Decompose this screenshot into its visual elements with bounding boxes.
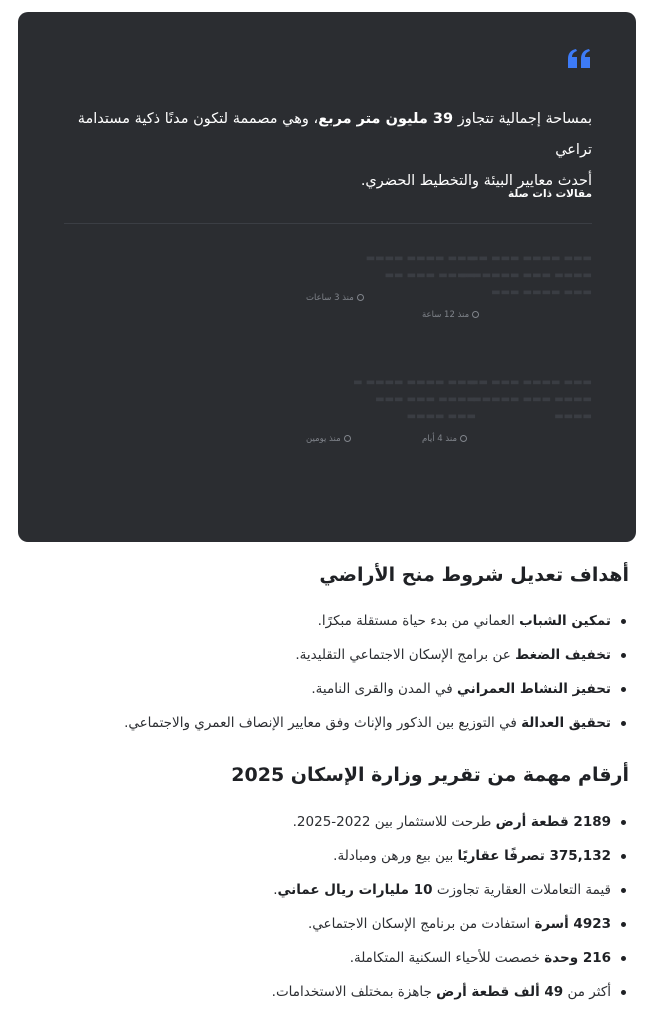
quote-text-line1: بمساحة إجمالية تتجاوز 39 مليون متر مربع، وهي مصممة لتكون مدنًا ذكية مستدامة تراعي: [77, 111, 592, 158]
list-item: 216 وحدة خصصت للأحياء السكنية المتكاملة.: [272, 941, 629, 975]
quote-text-line2: أحدث معايير البيئة والتخطيط الحضري.: [360, 173, 592, 189]
goals-heading: أهداف تعديل شروط منح الأراضي: [319, 564, 629, 586]
clock-icon: [357, 294, 364, 301]
article-time: منذ 12 ساعة: [422, 307, 592, 324]
numbers-heading: أرقام مهمة من تقرير وزارة الإسكان 2025: [231, 764, 629, 786]
quote-text: [52, 104, 592, 197]
list-item: تحقيق العدالة في التوزيع بين الذكور والإناث وفق معايير الإنصاف العمري والاجتماعي.: [124, 706, 629, 740]
list-item: تخفيف الضغط عن برامج الإسكان الاجتماعي التقليدية.: [124, 638, 629, 672]
list-item: 4923 أسرة استفادت من برنامج الإسكان الاجتماعي.: [272, 907, 629, 941]
clock-icon: [344, 435, 351, 442]
list-item: تمكين الشباب العماني من بدء حياة مستقلة مبكرًا.: [124, 604, 629, 638]
related-article[interactable]: ▬▬▬ ▬▬▬▬ ▬▬▬ ▬▬ ▬▬▬▬ ▬▬▬ ▬▬▬▬▬ ▬▬▬▬ منذ 4 أيام: [422, 374, 592, 448]
article-time: منذ 3 ساعات: [306, 290, 476, 307]
article-time: منذ 4 أيام: [422, 431, 592, 448]
list-item: قيمة التعاملات العقارية تجاوزت 10 مليارات ريال عماني.: [272, 873, 629, 907]
article-time: منذ يومين: [306, 431, 476, 448]
divider: [64, 223, 592, 224]
related-articles-title: مقالات ذات صلة: [507, 188, 592, 200]
related-article[interactable]: ▬▬▬ ▬▬▬▬ ▬▬▬▬ ▬ ▬▬▬▬ ▬▬▬ ▬▬▬ ▬▬▬ ▬▬▬▬ منذ يومين: [306, 374, 476, 448]
related-article[interactable]: ▬▬▬ ▬▬▬▬ ▬▬▬ ▬▬ ▬▬▬▬ ▬▬▬ ▬▬▬▬▬ ▬ ▬▬▬ ▬▬▬▬ ▬▬▬ منذ 12 ساعة: [422, 250, 592, 324]
list-item: 2189 قطعة أرض طرحت للاستثمار بين 2022-2025.: [272, 805, 629, 839]
related-article[interactable]: ▬▬▬ ▬▬▬▬ ▬▬▬▬ ▬▬▬▬ ▬▬▬ ▬▬ منذ 3 ساعات: [306, 250, 476, 307]
list-item: 375,132 تصرفًا عقاريًا بين بيع ورهن ومبادلة.: [272, 839, 629, 873]
list-item: أكثر من 49 ألف قطعة أرض جاهزة بمختلف الاستخدامات.: [272, 975, 629, 1009]
quote-icon: [566, 48, 592, 70]
clock-icon: [472, 311, 479, 318]
quote-card: [18, 12, 636, 542]
goals-list: [124, 604, 629, 740]
numbers-list: [272, 805, 629, 1009]
list-item: تحفيز النشاط العمراني في المدن والقرى النامية.: [124, 672, 629, 706]
